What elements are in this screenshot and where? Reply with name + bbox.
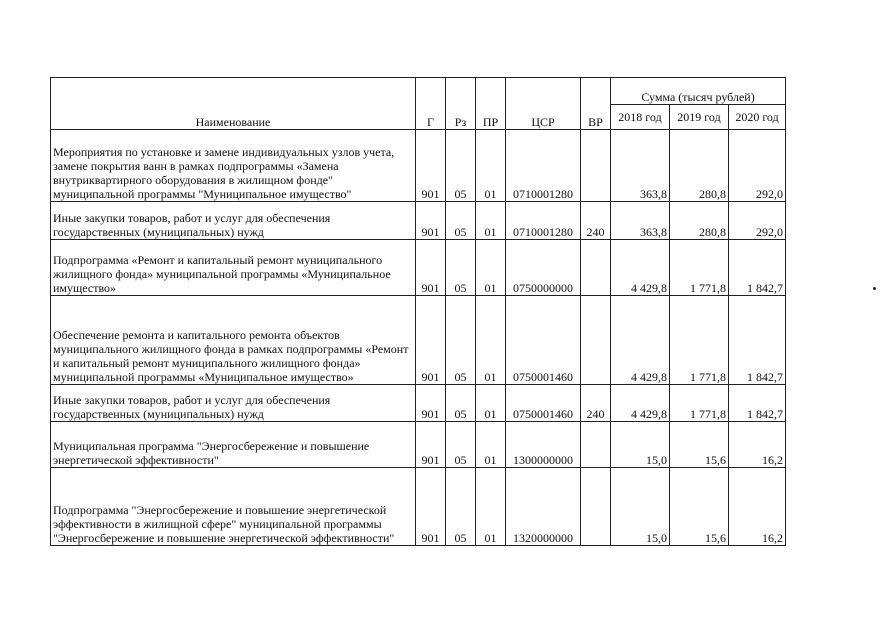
row-g: 901	[416, 202, 446, 240]
row-name: Иные закупки товаров, работ и услуг для обеспечения государственных (муниципальных) нужд	[51, 385, 416, 422]
row-name: Подпрограмма «Ремонт и капитальный ремонт муниципального жилищного фонда» муниципальной программы «Муниципальное имущество»	[51, 240, 416, 296]
row-2020: 292,0	[729, 202, 786, 240]
row-pr: 01	[476, 240, 506, 296]
row-2020: 16,2	[729, 468, 786, 546]
header-vr: ВР	[581, 78, 611, 130]
row-name: Иные закупки товаров, работ и услуг для обеспечения государственных (муниципальных) нужд	[51, 202, 416, 240]
row-rz: 05	[446, 385, 476, 422]
table-row	[51, 296, 786, 385]
row-csr: 1320000000	[506, 468, 581, 546]
header-year-2020: 2020 год	[729, 105, 786, 130]
row-2020: 292,0	[729, 130, 786, 202]
row-pr: 01	[476, 130, 506, 202]
row-2018: 4 429,8	[611, 240, 670, 296]
header-row-top	[51, 78, 786, 105]
row-vr: 240	[581, 385, 611, 422]
row-2018: 363,8	[611, 202, 670, 240]
row-rz: 05	[446, 296, 476, 385]
table-row	[51, 385, 786, 422]
row-g: 901	[416, 240, 446, 296]
row-vr: 240	[581, 202, 611, 240]
row-2019: 280,8	[670, 130, 729, 202]
header-year-2018: 2018 год	[611, 105, 670, 130]
row-g: 901	[416, 385, 446, 422]
row-rz: 05	[446, 202, 476, 240]
row-pr: 01	[476, 422, 506, 468]
row-2018: 4 429,8	[611, 296, 670, 385]
header-rz: Рз	[446, 78, 476, 130]
row-2019: 1 771,8	[670, 240, 729, 296]
row-csr: 0750001460	[506, 385, 581, 422]
table-row	[51, 422, 786, 468]
table-row	[51, 130, 786, 202]
row-g: 901	[416, 130, 446, 202]
row-rz: 05	[446, 468, 476, 546]
row-rz: 05	[446, 130, 476, 202]
budget-table	[50, 77, 786, 546]
header-sum: Сумма (тысяч рублей)	[611, 78, 786, 105]
row-2018: 363,8	[611, 130, 670, 202]
scan-speck	[873, 287, 876, 290]
row-csr: 0750000000	[506, 240, 581, 296]
row-name: Подпрограмма "Энергосбережение и повышение энергетической эффективности в жилищной сфере" муниципальной программы "Энергосбережение и повышение энергетической эффективности"	[51, 468, 416, 546]
header-csr: ЦСР	[506, 78, 581, 130]
row-2019: 15,6	[670, 422, 729, 468]
table-row	[51, 468, 786, 546]
header-pr: ПР	[476, 78, 506, 130]
row-2020: 16,2	[729, 422, 786, 468]
row-2019: 1 771,8	[670, 385, 729, 422]
row-2019: 280,8	[670, 202, 729, 240]
row-2018: 15,0	[611, 468, 670, 546]
row-csr: 0710001280	[506, 130, 581, 202]
row-pr: 01	[476, 202, 506, 240]
row-rz: 05	[446, 422, 476, 468]
row-2020: 1 842,7	[729, 240, 786, 296]
table-row	[51, 202, 786, 240]
row-2018: 4 429,8	[611, 385, 670, 422]
header-g: Г	[416, 78, 446, 130]
row-csr: 0750001460	[506, 296, 581, 385]
row-2020: 1 842,7	[729, 385, 786, 422]
row-vr	[581, 296, 611, 385]
row-vr	[581, 240, 611, 296]
row-csr: 0710001280	[506, 202, 581, 240]
header-year-2019: 2019 год	[670, 105, 729, 130]
row-g: 901	[416, 468, 446, 546]
row-pr: 01	[476, 296, 506, 385]
row-vr	[581, 468, 611, 546]
row-pr: 01	[476, 468, 506, 546]
row-name: Обеспечение ремонта и капитального ремонта объектов муниципального жилищного фонда в рамках подпрограммы «Ремонт и капитальный ремонт муниципального жилищного фонда» муниципальной программы «Муниципальное имущество»	[51, 296, 416, 385]
row-2019: 15,6	[670, 468, 729, 546]
row-name: Мероприятия по установке и замене индивидуальных узлов учета, замене покрытия ванн в рамках подпрограммы «Замена внутриквартирного оборудования в жилищном фонде" муниципальной программы "Муниципальное имущество"	[51, 130, 416, 202]
row-vr	[581, 422, 611, 468]
header-name: Наименование	[51, 78, 416, 130]
row-g: 901	[416, 422, 446, 468]
row-csr: 1300000000	[506, 422, 581, 468]
row-2019: 1 771,8	[670, 296, 729, 385]
row-2020: 1 842,7	[729, 296, 786, 385]
row-rz: 05	[446, 240, 476, 296]
row-vr	[581, 130, 611, 202]
row-2018: 15,0	[611, 422, 670, 468]
row-name: Муниципальная программа "Энергосбережение и повышение энергетической эффективности"	[51, 422, 416, 468]
row-g: 901	[416, 296, 446, 385]
row-pr: 01	[476, 385, 506, 422]
table-row	[51, 240, 786, 296]
